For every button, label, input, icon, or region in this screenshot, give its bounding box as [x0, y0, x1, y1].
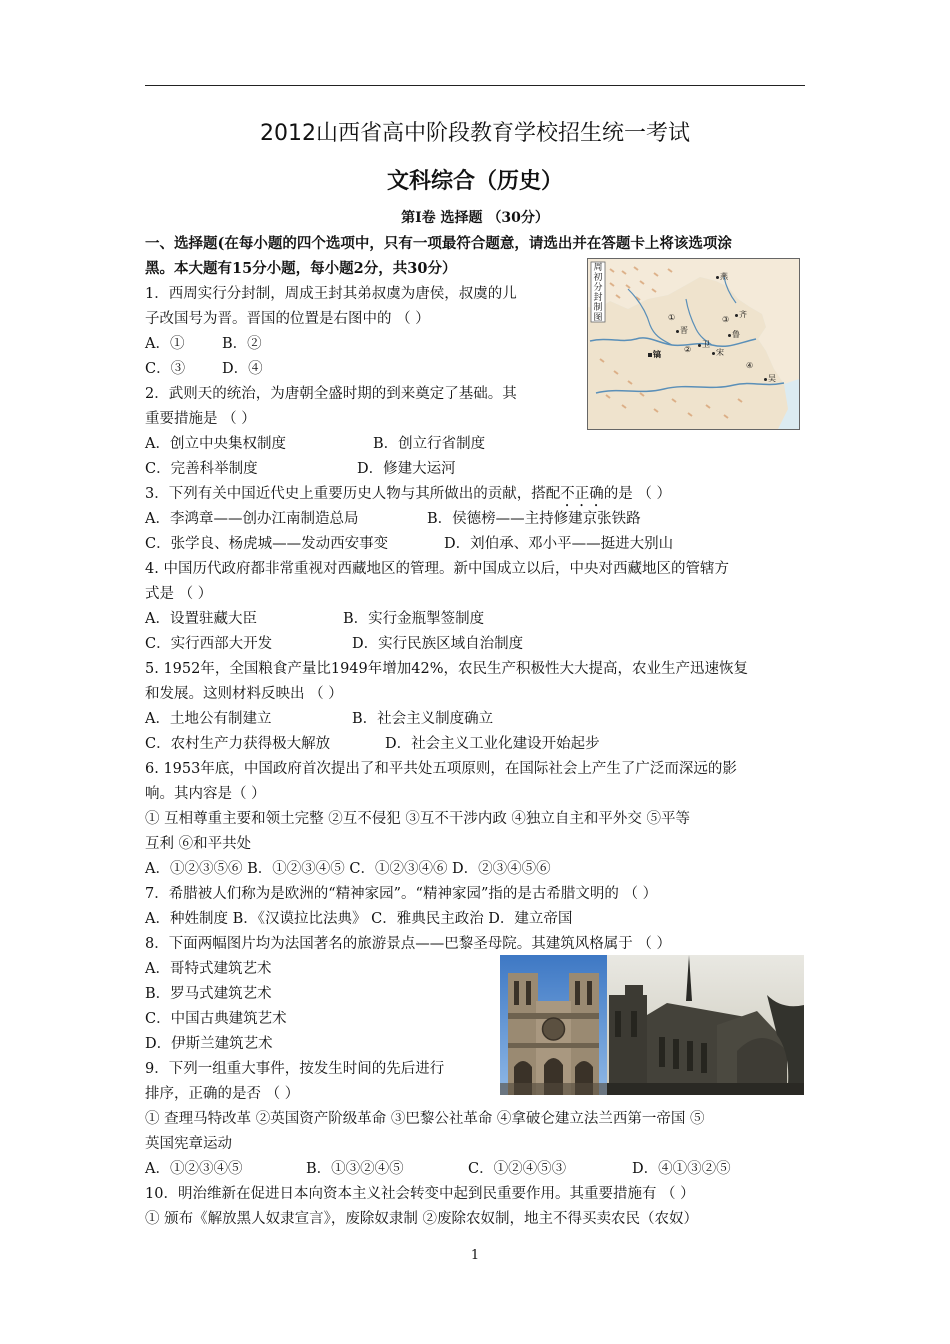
notre-dame-front-photo [500, 955, 607, 1095]
instructions-line-2: 黑。本大题有15分小题，每小题2分，共30分） [145, 260, 457, 277]
map-label-lu: 鲁 [728, 329, 740, 340]
q5-option-b: B．社会主义制度确立 [352, 711, 494, 727]
q2-option-b: B．创立行省制度 [373, 436, 486, 452]
q9-items-line-1: ① 查理马特改革 ②英国资产阶级革命 ③巴黎公社革命 ④拿破仑建立法兰西第一帝国 ⑤ [145, 1111, 705, 1127]
q8-option-a: A．哥特式建筑艺术 [145, 961, 272, 977]
q7-options: A．种姓制度 B．《汉谟拉比法典》 C．雅典民主政治 D．建立帝国 [145, 911, 573, 927]
q4-option-a: A．设置驻藏大臣 [145, 611, 257, 627]
q9-option-d: D．④①③②⑤ [632, 1161, 731, 1177]
map-title-char: 图 [593, 313, 603, 323]
q5-option-a: A．土地公有制建立 [145, 711, 272, 727]
map-title-char: 制 [593, 303, 603, 313]
q9-stem-line-2: 排序，正确的是否 （ ） [145, 1086, 300, 1102]
q4-option-d: D．实行民族区域自治制度 [352, 636, 524, 652]
page-number: 1 [470, 1248, 480, 1263]
q5-option-c: C．农村生产力获得极大解放 [145, 736, 331, 752]
instructions-line-1: 一、选择题(在每小题的四个选项中，只有一项最符合题意，请选出并在答题卡上将该选项涂 [145, 235, 732, 252]
map-label-yan: 燕 [716, 271, 728, 282]
q8-option-c: C．中国古典建筑艺术 [145, 1011, 287, 1027]
map-title-char: 分 [593, 283, 603, 293]
q3-stem: 3．下列有关中国近代史上重要历史人物与其所做出的贡献，搭配不正确的是 （ ） [145, 486, 671, 502]
map-label-jin: 晋 [676, 325, 688, 336]
q4-option-c: C．实行西部大开发 [145, 636, 273, 652]
map-title-char: 初 [593, 273, 603, 283]
notre-dame-side-photo [607, 955, 804, 1095]
map-label-hao: 镐 [648, 349, 661, 360]
map-label-wu: 吴 [764, 373, 776, 384]
q2-stem-line-1: 2．武则天的统治，为唐朝全盛时期的到来奠定了基础。其 [145, 386, 517, 402]
q8-option-d: D．伊斯兰建筑艺术 [145, 1036, 273, 1052]
map-marker-4: ④ [746, 361, 754, 370]
q3-option-c: C．张学良、杨虎城——发动西安事变 [145, 536, 389, 552]
zhou-fenfeng-map [587, 258, 800, 430]
map-marker-3: ③ [722, 315, 730, 324]
q8-stem: 8．下面两幅图片均为法国著名的旅游景点——巴黎圣母院。其建筑风格属于 （ ） [145, 936, 671, 952]
q1-option-d: D．④ [222, 361, 263, 377]
q2-option-c: C．完善科举制度 [145, 461, 258, 477]
q9-stem-line-1: 9．下列一组重大事件，按发生时间的先后进行 [145, 1061, 445, 1077]
q6-stem-line-1: 6. 1953年底，中国政府首次提出了和平共处五项原则，在国际社会上产生了广泛而深远的影 [145, 761, 737, 777]
map-marker-2: ② [684, 345, 692, 354]
q2-option-d: D．修建大运河 [357, 461, 456, 477]
header-rule [145, 85, 805, 86]
q8-option-b: B．罗马式建筑艺术 [145, 986, 272, 1002]
q4-stem-line-1: 4. 中国历代政府都非常重视对西藏地区的管理。新中国成立以后，中央对西藏地区的管辖方 [145, 561, 729, 577]
map-title [592, 263, 604, 323]
q6-options: A．①②③⑤⑥ B．①②③④⑤ C．①②③④⑥ D．②③④⑤⑥ [145, 861, 551, 877]
q9-option-c: C．①②④⑤③ [468, 1161, 567, 1177]
map-title-char: 周 [593, 263, 603, 273]
q9-option-b: B．①③②④⑤ [306, 1161, 404, 1177]
q7-stem: 7．希腊被人们称为是欧洲的“精神家园”。“精神家园”指的是古希腊文明的 （ ） [145, 886, 658, 902]
q5-stem-line-1: 5. 1952年，全国粮食产量比1949年增加42%，农民生产积极性大大提高，农业生产迅速恢复 [145, 661, 748, 677]
q5-option-d: D．社会主义工业化建设开始起步 [385, 736, 600, 752]
q3-option-d: D．刘伯承、邓小平——挺进大别山 [444, 536, 674, 552]
q10-stem: 10．明治维新在促进日本向资本主义社会转变中起到民重要作用。其重要措施有 （ ） [145, 1186, 695, 1202]
q1-option-a: A．① [145, 336, 185, 352]
exam-title: 2012山西省高中阶段教育学校招生统一考试 [260, 121, 690, 146]
q2-stem-line-2: 重要措施是 （ ） [145, 411, 256, 427]
map-label-wei: 卫 [698, 339, 710, 350]
q1-stem-line-2: 子改国号为晋。晋国的位置是右图中的 （ ） [145, 311, 430, 327]
q1-stem-line-1: 1．西周实行分封制，周成王封其弟叔虞为唐侯，叔虞的儿 [145, 286, 517, 302]
q6-items-line-2: 互利 ⑥和平共处 [145, 836, 252, 852]
map-marker-1: ① [668, 313, 676, 322]
q5-stem-line-2: 和发展。这则材料反映出 （ ） [145, 686, 343, 702]
q1-option-b: B．② [222, 336, 262, 352]
map-label-qi: 齐 [735, 309, 747, 320]
q1-option-c: C．③ [145, 361, 186, 377]
q3-option-a: A．李鸿章——创办江南制造总局 [145, 511, 359, 527]
q6-stem-line-2: 响。其内容是（ ） [145, 786, 266, 802]
q4-option-b: B．实行金瓶掣签制度 [343, 611, 485, 627]
section-heading: 第I卷 选择题 （30分） [401, 210, 549, 226]
map-label-song: 宋 [712, 347, 724, 358]
q2-option-a: A．创立中央集权制度 [145, 436, 286, 452]
q9-option-a: A．①②③④⑤ [145, 1161, 243, 1177]
q9-items-line-2: 英国宪章运动 [145, 1136, 232, 1152]
q3-emphasis: 不正确 [560, 486, 604, 502]
exam-subtitle: 文科综合（历史） [386, 169, 563, 194]
q4-stem-line-2: 式是 （ ） [145, 586, 213, 602]
q10-items-line-1: ① 颁布《解放黑人奴隶宣言》，废除奴隶制 ②废除农奴制，地主不得买卖农民（农奴） [145, 1211, 698, 1227]
q3-option-b: B．侯德榜——主持修建京张铁路 [427, 511, 641, 527]
map-title-char: 封 [593, 293, 603, 303]
q6-items-line-1: ① 互相尊重主要和领土完整 ②互不侵犯 ③互不干涉内政 ④独立自主和平外交 ⑤平等 [145, 811, 691, 827]
